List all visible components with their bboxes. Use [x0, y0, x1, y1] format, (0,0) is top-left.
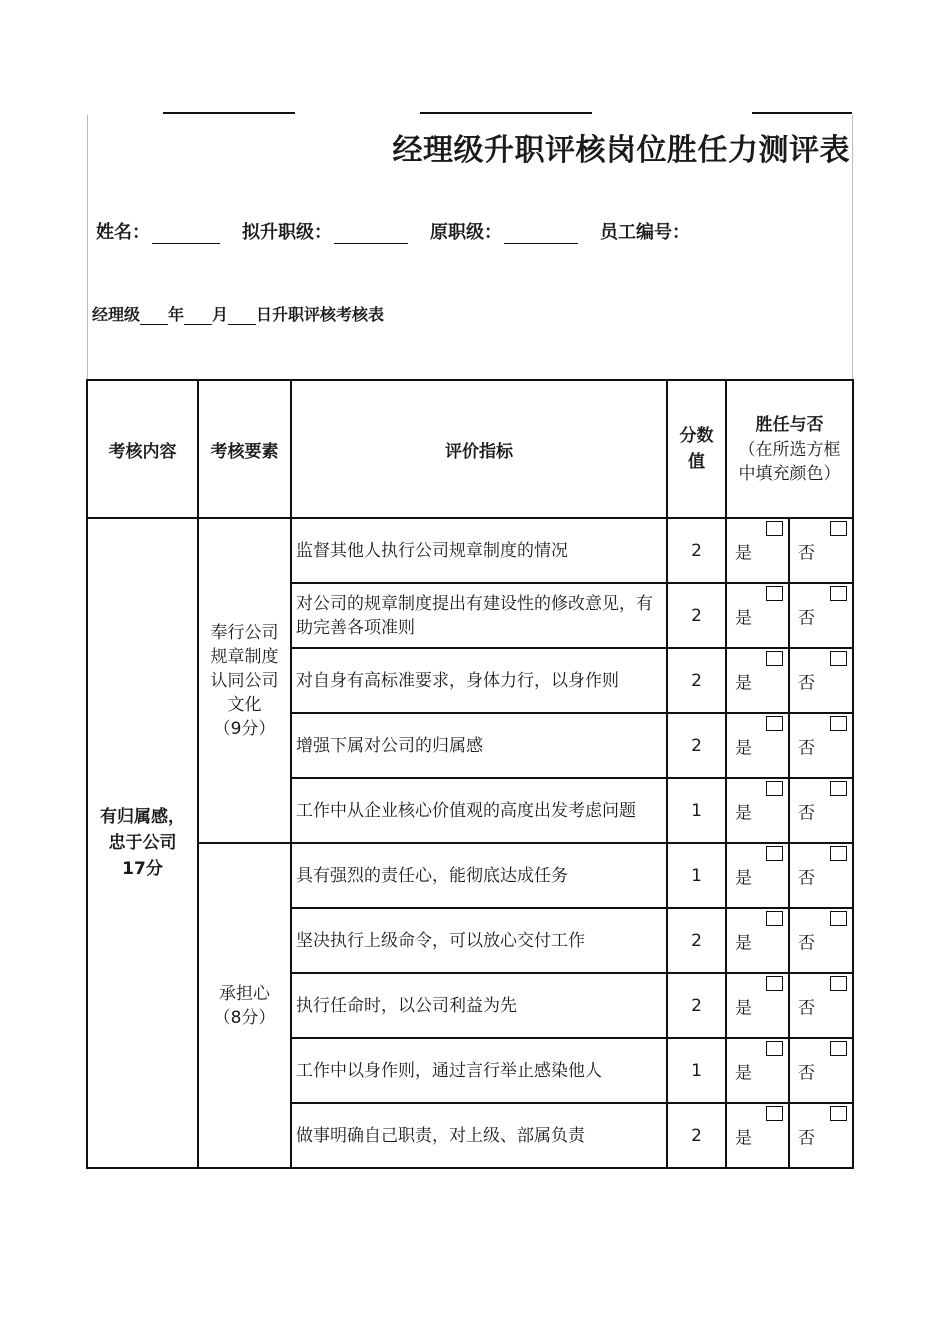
no-cell — [789, 583, 853, 648]
category-line: 忠于公司 — [108, 833, 177, 853]
yes-checkbox[interactable] — [766, 521, 783, 536]
table-row — [87, 843, 853, 908]
no-label: 否 — [798, 673, 815, 693]
subtitle-prefix: 经理级 — [92, 305, 141, 324]
original-level-label: 原职级： — [430, 222, 502, 243]
name-label: 姓名： — [96, 222, 150, 243]
subtitle-suffix: 日升职评核考核表 — [256, 305, 385, 324]
indicator-cell: 对公司的规章制度提出有建设性的修改意见，有助完善各项准则 — [291, 583, 667, 648]
score-cell: 1 — [667, 778, 726, 843]
indicator-cell: 工作中从企业核心价值观的高度出发考虑问题 — [291, 778, 667, 843]
no-checkbox[interactable] — [830, 586, 847, 601]
yes-checkbox[interactable] — [766, 911, 783, 926]
no-label: 否 — [798, 543, 815, 563]
no-checkbox[interactable] — [830, 911, 847, 926]
header-competence-title: 胜任与否 — [755, 415, 824, 435]
yes-cell — [726, 843, 789, 908]
category-line: 有归属感， — [100, 807, 185, 827]
indicator-cell: 增强下属对公司的归属感 — [291, 713, 667, 778]
top-rule-3 — [752, 112, 852, 114]
subtitle-month: 月 — [212, 305, 229, 324]
header-element: 考核要素 — [198, 380, 291, 518]
yes-checkbox[interactable] — [766, 846, 783, 861]
no-cell — [789, 518, 853, 583]
yes-label: 是 — [735, 1063, 752, 1083]
score-cell: 2 — [667, 583, 726, 648]
form-header — [87, 115, 853, 379]
indicator-cell: 具有强烈的责任心，能彻底达成任务 — [291, 843, 667, 908]
no-cell — [789, 843, 853, 908]
no-cell — [789, 908, 853, 973]
header-content: 考核内容 — [87, 380, 198, 518]
no-label: 否 — [798, 608, 815, 628]
yes-label: 是 — [735, 673, 752, 693]
no-label: 否 — [798, 803, 815, 823]
element-line: （8分） — [213, 1007, 276, 1028]
no-checkbox[interactable] — [830, 1041, 847, 1056]
employee-id-label: 员工编号： — [600, 222, 690, 243]
header-score-text: 分数值 — [679, 426, 714, 472]
top-rule-2 — [420, 112, 592, 114]
header-competence — [726, 380, 853, 518]
header-indicator: 评价指标 — [291, 380, 667, 518]
category-cell — [87, 518, 198, 1168]
yes-label: 是 — [735, 543, 752, 563]
score-cell: 2 — [667, 713, 726, 778]
category-line: 17分 — [122, 859, 163, 879]
evaluation-table — [86, 379, 854, 1169]
original-level-field[interactable] — [504, 223, 578, 244]
yes-label: 是 — [735, 868, 752, 888]
yes-label: 是 — [735, 933, 752, 953]
indicator-cell: 监督其他人执行公司规章制度的情况 — [291, 518, 667, 583]
no-checkbox[interactable] — [830, 781, 847, 796]
score-cell: 2 — [667, 973, 726, 1038]
score-cell: 2 — [667, 518, 726, 583]
target-level-field[interactable] — [334, 223, 408, 244]
yes-label: 是 — [735, 608, 752, 628]
element-line: （9分） — [213, 718, 276, 739]
element-line: 认同公司 — [210, 670, 279, 691]
target-level-label: 拟升职级： — [242, 222, 332, 243]
no-checkbox[interactable] — [830, 716, 847, 731]
indicator-cell: 工作中以身作则，通过言行举止感染他人 — [291, 1038, 667, 1103]
no-label: 否 — [798, 1128, 815, 1148]
element-cell — [198, 518, 291, 843]
yes-cell — [726, 1103, 789, 1168]
no-checkbox[interactable] — [830, 846, 847, 861]
score-cell: 1 — [667, 843, 726, 908]
top-rule-1 — [163, 112, 295, 114]
yes-checkbox[interactable] — [766, 1106, 783, 1121]
yes-cell — [726, 648, 789, 713]
header-score — [667, 380, 726, 518]
no-cell — [789, 1038, 853, 1103]
name-field[interactable] — [152, 223, 220, 244]
yes-label: 是 — [735, 738, 752, 758]
score-cell: 1 — [667, 1038, 726, 1103]
yes-checkbox[interactable] — [766, 586, 783, 601]
info-row — [96, 218, 690, 244]
no-cell — [789, 973, 853, 1038]
no-label: 否 — [798, 1063, 815, 1083]
no-label: 否 — [798, 998, 815, 1018]
table-row — [87, 518, 853, 583]
score-cell: 2 — [667, 1103, 726, 1168]
indicator-cell: 执行任命时，以公司利益为先 — [291, 973, 667, 1038]
yes-cell — [726, 908, 789, 973]
no-label: 否 — [798, 738, 815, 758]
element-line: 规章制度 — [210, 646, 279, 667]
element-cell — [198, 843, 291, 1168]
yes-cell — [726, 778, 789, 843]
year-field[interactable] — [140, 308, 168, 325]
yes-checkbox[interactable] — [766, 651, 783, 666]
yes-cell — [726, 713, 789, 778]
indicator-cell: 对自身有高标准要求，身体力行，以身作则 — [291, 648, 667, 713]
yes-cell — [726, 1038, 789, 1103]
no-cell — [789, 648, 853, 713]
score-cell: 2 — [667, 908, 726, 973]
month-field[interactable] — [184, 308, 212, 325]
no-checkbox[interactable] — [830, 976, 847, 991]
yes-cell — [726, 518, 789, 583]
yes-checkbox[interactable] — [766, 1041, 783, 1056]
yes-checkbox[interactable] — [766, 716, 783, 731]
no-label: 否 — [798, 868, 815, 888]
yes-label: 是 — [735, 998, 752, 1018]
element-line: 奉行公司 — [210, 622, 279, 643]
no-cell — [789, 713, 853, 778]
yes-cell — [726, 583, 789, 648]
yes-checkbox[interactable] — [766, 976, 783, 991]
day-field[interactable] — [228, 308, 256, 325]
yes-label: 是 — [735, 1128, 752, 1148]
no-checkbox[interactable] — [830, 651, 847, 666]
no-cell — [789, 778, 853, 843]
no-cell — [789, 1103, 853, 1168]
indicator-cell: 坚决执行上级命令，可以放心交付工作 — [291, 908, 667, 973]
yes-label: 是 — [735, 803, 752, 823]
yes-checkbox[interactable] — [766, 781, 783, 796]
no-checkbox[interactable] — [830, 1106, 847, 1121]
no-label: 否 — [798, 933, 815, 953]
indicator-cell: 做事明确自己职责，对上级、部属负责 — [291, 1103, 667, 1168]
header-competence-note: （在所选方框中填充颜色） — [738, 440, 841, 484]
element-line: 文化 — [227, 694, 262, 715]
form-subtitle — [92, 302, 384, 325]
no-checkbox[interactable] — [830, 521, 847, 536]
subtitle-year: 年 — [168, 305, 185, 324]
element-line: 承担心 — [219, 983, 270, 1004]
page-title: 经理级升职评核岗位胜任力测评表 — [392, 133, 850, 168]
score-cell: 2 — [667, 648, 726, 713]
yes-cell — [726, 973, 789, 1038]
